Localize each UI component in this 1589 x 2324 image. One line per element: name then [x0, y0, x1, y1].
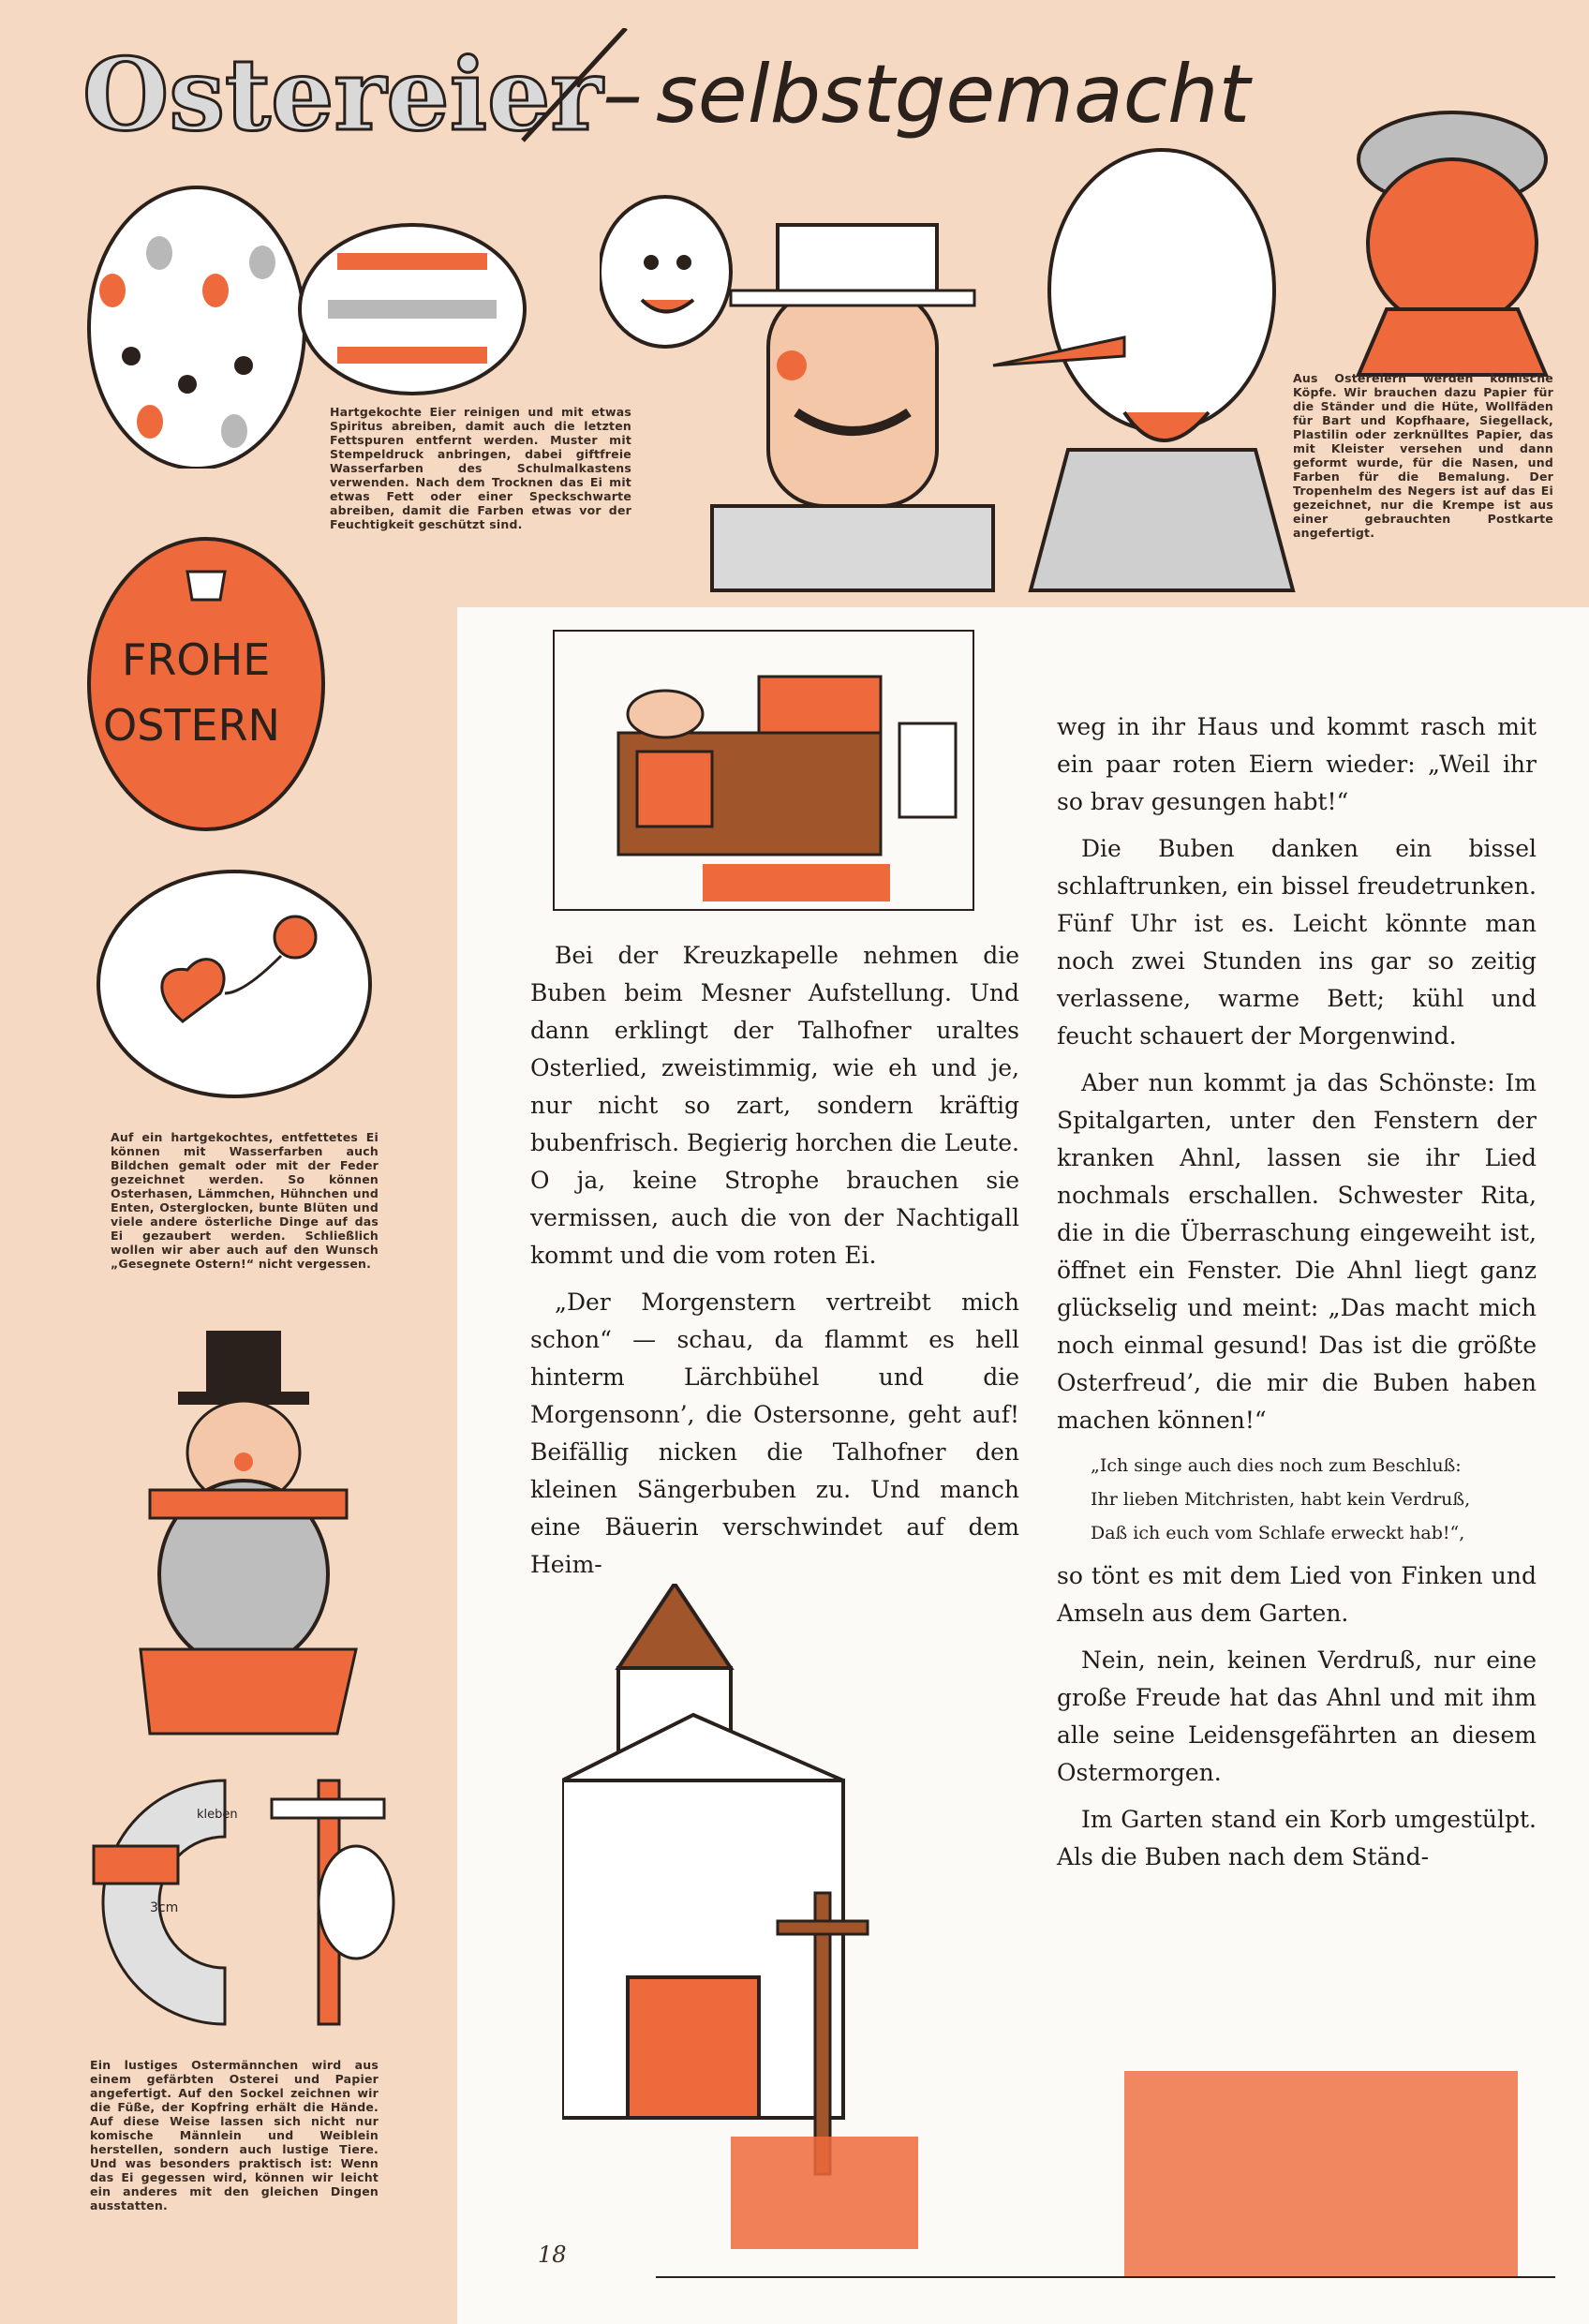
egg-text-line1: FROHE	[122, 634, 271, 685]
song-verse	[1057, 1449, 1537, 1550]
bell-icon	[187, 572, 225, 600]
caption-mannchen: Ein lustiges Ostermännchen wird aus einem gefärbten Osterei und Papier angefertigt. Auf den Sockel zeichnen wir die Füße, der Kopfring erhält die Hände. Auf diese Weise lassen sich nicht nur komische Männlein und Weiblein herstellen, sondern auch lustige Tiere. Und was besonders praktisch ist: Wenn das Ei gegessen wird, können wir leicht ein anderes mit den gleichen Dingen ausstatten.	[90, 2058, 379, 2212]
story-paragraph: Die Buben danken ein bissel schlaftrunken, ein bissel freudetrunken. Fünf Uhr ist es. Leicht könnte man noch zwei Stunden ins gar so zeitig verlassene, warme Bett; kühl und feucht schauert der Morgenwind.	[1057, 835, 1537, 1050]
kleben-label: kleben	[197, 1808, 238, 1822]
title-script-part: selbstgemacht	[656, 48, 1251, 142]
paper-template	[37, 1762, 431, 2043]
story-paragraph: „Der Morgenstern vertreibt mich schon“ — schau, da flammt es hell hinterm Lärchbühel und die Morgensonn’, die Ostersonne, geht auf! Beifällig nicken die Talhofner den kleinen Sängerbuben zu. Und manch eine Bäuerin verschwindet auf dem Heim-	[530, 1289, 1019, 1578]
bed-illustration	[553, 630, 974, 911]
story-paragraph: Bei der Kreuzkapelle nehmen die Buben beim Mesner Aufstellung. Und dann erklingt der Talhofner uraltes Osterlied, zweistimmig, wie eh und je, nur nicht so zart, sondern kräftig bubenfrisch. Begierig horchen die Leute. O ja, keine Strophe brauchen sie vermissen, auch die von der Nachtigall kommt und die vom roten Ei.	[530, 942, 1019, 1269]
caption-painting: Auf ein hartgekochtes, entfettetes Ei können mit Wasserfarben auch Bildchen gemalt oder mit der Feder gezeichnet werden. So können Osterhasen, Lämmchen, Hühnchen und Enten, Osterglocken, bunte Blüten und viele andere österliche Dinge auf das Ei gezaubert werden. Schließlich wollen wir aber auch auf den Wunsch „Gesegnete Ostern!“ nicht vergessen.	[111, 1130, 379, 1271]
song-line: „Ich singe auch dies noch zum Beschluß:	[1091, 1455, 1462, 1476]
page-number: 18	[538, 2242, 567, 2268]
song-line: Daß ich euch vom Schlafe erweckt hab!“,	[1091, 1523, 1465, 1543]
song-line: Ihr lieben Mitchristen, habt kein Verdruß,	[1091, 1489, 1471, 1510]
story-paragraph: Im Garten stand ein Korb umgestülpt. Als die Buben nach dem Ständ-	[1057, 1806, 1537, 1870]
frohe-ostern-egg	[84, 525, 328, 834]
measure-label: 3cm	[150, 1900, 179, 1915]
story-paragraph: Nein, nein, keinen Verdruß, nur eine große Freude hat das Ahnl und mit ihm alle seine Leidensgefährten an diesem Ostermorgen.	[1057, 1646, 1537, 1786]
story-column-left	[530, 937, 1019, 1593]
chapel-illustration	[562, 1584, 1574, 2315]
title-dash: –	[602, 48, 643, 142]
caption-heads: Aus Ostereiern werden komische Köpfe. Wir brauchen dazu Papier für die Ständer und die Hüte, Wollfäden für Bart und Kopfhaare, Siegellack, Plastilin oder zerknülltes Papier, das mit Kleister versehen und dann geformt wurde, für die Nasen, und Farben für die Bemalung. Der Tropenhelm des Negers ist auf das Ei gezeichnet, nur die Krempe ist aus einer gebrauchten Postkarte angefertigt.	[1293, 371, 1553, 540]
story-paragraph: Aber nun kommt ja das Schönste: Im Spitalgarten, unter den Fenstern der kranken Ahnl, lassen sie ihr Lied nochmals erschallen. Schwester Rita, die in die Überraschung eingeweiht ist, öffnet ein Fenster. Die Ahnl liegt ganz glückselig und meint: „Das macht mich noch einmal gesund! Das ist die größte Osterfreud’, die mir die Buben haben machen können!“	[1057, 1069, 1537, 1434]
flower-icon	[275, 916, 316, 958]
title-bold-part: Ostereier	[82, 36, 603, 150]
heart-flower-egg	[94, 862, 375, 1106]
story-paragraph: weg in ihr Haus und kommt rasch mit ein paar roten Eiern wieder: „Weil ihr so brav gesungen habt!“	[1057, 713, 1537, 815]
story-paragraph: so tönt es mit dem Lied von Finken und Amseln aus dem Garten.	[1057, 1562, 1537, 1627]
ostermannchen-figure	[94, 1321, 394, 1752]
caption-cleaning: Hartgekochte Eier reinigen und mit etwas Spiritus abreiben, damit auch die letzten Fettspuren entfernt werden. Muster mit Stempeldruck anbringen, dabei giftfreie Wasserfarben des Schulmalkastens verwenden. Nach dem Trocknen das Ei mit etwas Fett oder einer Speckschwarte abreiben, damit die Farben etwas vor der Feuchtigkeit geschützt sind.	[330, 405, 631, 531]
egg-text-line2: OSTERN	[103, 700, 280, 751]
